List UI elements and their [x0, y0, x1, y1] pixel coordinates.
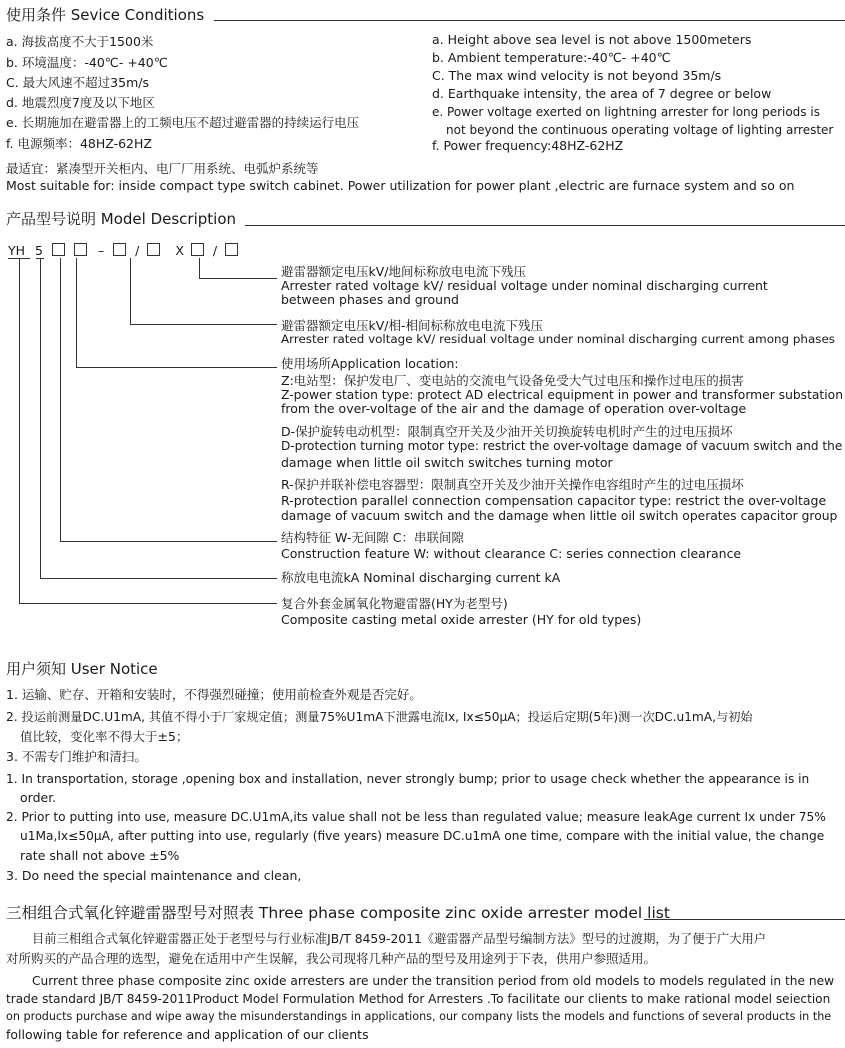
model-heading-rule — [245, 225, 845, 226]
service-left-c: C. 最大风速不超过35m/s — [6, 75, 149, 90]
item2-en: Arrester rated voltage kV/ residual voltage under nominal discharging current among phases — [281, 332, 835, 346]
item3-z-en2: from the over-voltage of the air and the damage of operation over-voltage — [281, 401, 747, 416]
three-phase-cn-2: 对所购买的产品合理的选型，避免在适用中产生误解，我公司现将几种产品的型号及用途列于下表，供用户参照适用。 — [6, 951, 657, 966]
item3-d-cn: D-保护旋转电动机型：限制真空开关及少油开关切换旋转电机时产生的过电压损坏 — [281, 424, 733, 439]
leader-5-v — [40, 258, 41, 578]
three-phase-en-4: following table for reference and application of our clients — [6, 1027, 369, 1042]
leader-2-v — [130, 258, 131, 324]
leader-2-h — [130, 324, 277, 325]
three-phase-en-3: on products purchase and wipe away the misunderstandings in applications, our company lists the models and functions of several products in the — [6, 1010, 832, 1023]
service-left-f: f. 电源频率：48HZ-62HZ — [6, 136, 152, 151]
service-right-b: b. Ambient temperature:-40℃- +40℃ — [432, 50, 671, 65]
code-box-1 — [52, 243, 65, 256]
item2-cn: 避雷器额定电压kV/相-相间标称放电电流下残压 — [281, 318, 544, 333]
item4-en: Construction feature W: without clearance C: series connection clearance — [281, 546, 742, 561]
notice-en-1: 1. In transportation, storage ,opening box and installation, never strongly bump; prior to usage check whether the appearance is in — [6, 772, 810, 786]
item6-cn: 复合外套金属氧化物避雷器(HY为老型号) — [281, 596, 508, 611]
service-right-a: a. Height above sea level is not above 1500meters — [432, 32, 752, 47]
code-box-3 — [113, 243, 126, 256]
service-right-e: e. Power voltage exerted on lightning arrester for long periods is — [432, 105, 820, 119]
leader-3-v — [76, 258, 77, 367]
notice-en-1b: order. — [20, 790, 57, 805]
notice-cn-3: 3. 不需专门维护和清扫。 — [6, 749, 147, 764]
three-phase-heading: 三相组合式氧化锌避雷器型号对照表 Three phase composite zinc oxide arrester model list — [6, 904, 670, 922]
item3-r-cn: R-保护并联补偿电容器型：限制真空开关及少油开关操作电容组时产生的过电压损坏 — [281, 477, 744, 492]
code-yh: YH — [8, 243, 26, 258]
model-code — [8, 243, 239, 258]
leader-1-h — [199, 278, 277, 279]
three-phase-heading-rule — [644, 919, 845, 920]
leader-4-v — [60, 258, 61, 541]
suitable-en: Most suitable for: inside compact type switch cabinet. Power utilization for power plant ,electric are furnace system and so on — [6, 178, 795, 193]
notice-cn-2b: 值比较，变化率不得大于±5； — [20, 729, 189, 744]
item3-r-en1: R-protection parallel connection compensation capacitor type: restrict the over-voltage — [281, 493, 827, 508]
item3-d-en2: damage when little oil switch switches turning motor — [281, 455, 613, 470]
item3-d-en1: D-protection turning motor type: restrict the over-voltage damage of vacuum switch and the — [281, 439, 843, 453]
code-box-4 — [147, 243, 160, 256]
item6-en: Composite casting metal oxide arrester (HY for old types) — [281, 612, 642, 627]
leader-5-h — [40, 578, 277, 579]
service-heading-rule — [214, 20, 845, 21]
service-left-b: b. 环境温度：-40℃- +40℃ — [6, 55, 168, 70]
notice-en-3: 3. Do need the special maintenance and clean, — [6, 868, 302, 883]
item1-cn: 避雷器额定电压kV/地间标称放电电流下残压 — [281, 264, 527, 279]
service-right-d: d. Earthquake intensity, the area of 7 degree or below — [432, 86, 772, 101]
service-right-f: f. Power frequency:48HZ-62HZ — [432, 138, 624, 153]
leader-4-h — [60, 541, 277, 542]
item3-r-en2: damage of vacuum switch and the damage when little oil switch operates capacitor group — [281, 509, 838, 523]
notice-cn-2: 2. 投运前测量DC.U1mA, 其值不得小于厂家规定值；测量75%U1mA下泄露电流Ix, Ix≤50μA；投运后定期(5年)测一次DC.u1mA,与初始 — [6, 710, 753, 724]
code-five: 5 — [35, 243, 43, 258]
leader-6-h — [19, 603, 277, 604]
item3-z-cn: Z:电站型：保护发电厂、变电站的交流电气设备免受大气过电压和操作过电压的损害 — [281, 373, 744, 388]
notice-en-2: 2. Prior to putting into use, measure DC.U1mA,its value shall not be less than regulated value; measure leakAge current Ix under 75% — [6, 810, 826, 824]
code-x: X — [175, 243, 184, 258]
item3-z-en1: Z-power station type: protect AD electrical equipment in power and transformer substation — [281, 388, 843, 402]
code-slash-1: / — [135, 243, 140, 258]
notice-en-2c: rate shall not above ±5% — [20, 848, 180, 863]
code-box-2 — [74, 243, 87, 256]
code-slash-2: / — [212, 243, 218, 258]
service-left-e: e. 长期施加在避雷器上的工频电压不超过避雷器的持续运行电压 — [6, 115, 360, 130]
three-phase-cn-1: 目前三相组合式氧化锌避雷器正处于老型号与行业标准JB/T 8459-2011《避雷器产品型号编制方法》型号的过渡期，为了便于广大用户 — [32, 932, 767, 946]
notice-heading: 用户须知 User Notice — [6, 660, 158, 678]
item4-cn: 结构特征 W-无间隙 C：串联间隙 — [281, 530, 465, 545]
leader-6-v — [19, 258, 20, 603]
three-phase-en-1: Current three phase composite zinc oxide arresters are under the transition period from old models to models regulated in the new — [32, 974, 835, 988]
item1-en1: Arrester rated voltage kV/ residual voltage under nominal discharging current — [281, 278, 768, 293]
notice-en-2b: u1Ma,Ix≤50μA, after putting into use, regularly (five years) measure DC.u1mA one time, compare with the initial value, the change — [20, 829, 825, 843]
service-right-e2: not beyond the continuous operating voltage of lighting arrester — [446, 123, 834, 137]
item5-text: 称放电电流kA Nominal discharging current kA — [281, 570, 561, 585]
service-right-c: C. The max wind velocity is not beyond 35m/s — [432, 68, 722, 83]
three-phase-en-2: trade standard JB/T 8459-2011Product Model Formulation Method for Arresters .To facilitate our clients to make rational model seiection — [6, 992, 831, 1006]
code-box-5 — [191, 243, 204, 256]
item1-en2: between phases and ground — [281, 292, 459, 307]
leader-3-h — [76, 367, 277, 368]
leader-1-v — [199, 258, 200, 278]
item3-title: 使用场所Application location: — [281, 356, 459, 371]
code-box-6 — [225, 243, 238, 256]
service-left-d: d. 地震烈度7度及以下地区 — [6, 95, 155, 110]
model-heading: 产品型号说明 Model Description — [6, 210, 237, 228]
notice-cn-1: 1. 运输、贮存、开箱和安装时，不得强烈碰撞；使用前检查外观是否完好。 — [6, 687, 422, 702]
code-dash: – — [97, 243, 105, 258]
service-heading: 使用条件 Sevice Conditions — [6, 6, 205, 24]
suitable-cn: 最适宜：紧凑型开关柜内、电厂厂用系统、电弧炉系统等 — [6, 161, 319, 176]
service-left-a: a. 海拔高度不大于1500米 — [6, 34, 154, 49]
